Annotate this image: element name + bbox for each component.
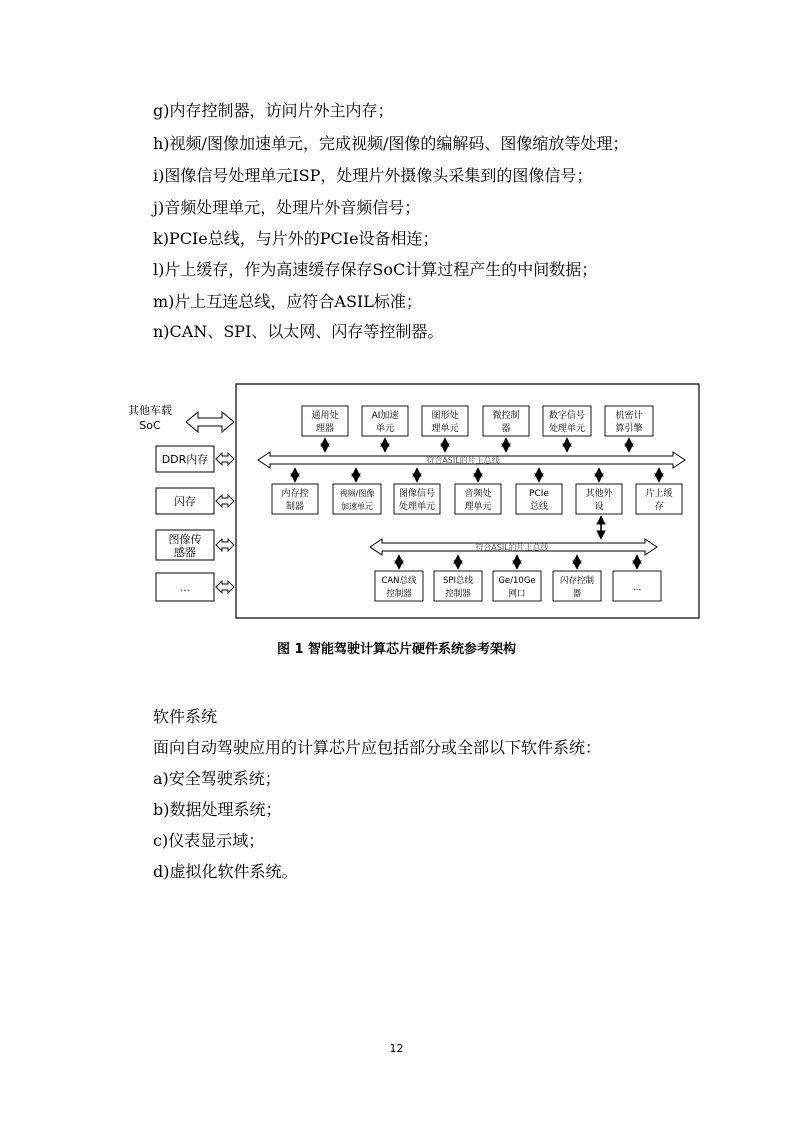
block-pcie xyxy=(516,484,562,514)
external-ddr-label: DDR内存 xyxy=(161,453,209,466)
external-ddr-arrow xyxy=(216,453,234,465)
block-spi-controller xyxy=(434,571,482,601)
svg-text:CAN总线: CAN总线 xyxy=(381,576,417,586)
list-item-l: l)片上缓存，作为高速缓存保存SoC计算过程产生的中间数据； xyxy=(153,260,598,279)
block-video-accelerator xyxy=(333,484,381,514)
svg-text:理单元: 理单元 xyxy=(464,502,492,512)
svg-text:理器: 理器 xyxy=(315,424,335,434)
svg-text:闪存控制: 闪存控制 xyxy=(559,576,595,586)
svg-text:图像信号: 图像信号 xyxy=(398,489,436,499)
block-dsp xyxy=(543,406,591,436)
external-sensor xyxy=(156,530,234,560)
svg-text:AI加速: AI加速 xyxy=(371,411,399,421)
svg-text:机密计: 机密计 xyxy=(615,411,643,421)
svg-text:处理单元: 处理单元 xyxy=(398,502,436,512)
block-isp xyxy=(394,484,440,514)
onchip-bus-2-label: 符合ASIL的片上总线 xyxy=(475,543,549,552)
block-can-controller xyxy=(375,571,423,601)
svg-text:音频处: 音频处 xyxy=(464,489,492,499)
block-ethernet-port xyxy=(493,571,541,601)
external-soc-arrow xyxy=(186,412,234,432)
block-audio xyxy=(455,484,501,514)
block-mcu xyxy=(483,406,529,436)
list-item-i: i)图像信号处理单元ISP，处理片外摄像头采集到的图像信号； xyxy=(153,166,593,185)
svg-text:控制器: 控制器 xyxy=(386,589,412,599)
svg-text:控制器: 控制器 xyxy=(445,589,471,599)
block-flash-controller xyxy=(553,571,601,601)
svg-text:PCIe: PCIe xyxy=(529,489,549,499)
bottom-row xyxy=(375,571,661,601)
svg-text:Ge/10Ge: Ge/10Ge xyxy=(498,576,536,586)
external-more xyxy=(156,573,234,601)
svg-text:器: 器 xyxy=(501,424,511,434)
svg-text:片上缓: 片上缓 xyxy=(645,489,673,499)
list-item-k: k)PCIe总线，与片外的PCIe设备相连； xyxy=(153,229,439,248)
list-item-a: a)安全驾驶系统； xyxy=(153,769,281,788)
block-confidential-compute xyxy=(605,406,653,436)
svg-text:设: 设 xyxy=(594,502,604,512)
list-item-j: j)音频处理单元，处理片外音频信号； xyxy=(153,198,421,217)
svg-text:处理单元: 处理单元 xyxy=(548,424,586,434)
svg-text:网口: 网口 xyxy=(508,589,526,599)
svg-text:微控制: 微控制 xyxy=(492,411,520,421)
external-ddr xyxy=(156,446,234,472)
page-number: 12 xyxy=(389,1042,404,1055)
block-onchip-cache xyxy=(636,484,682,514)
svg-text:加速单元: 加速单元 xyxy=(341,502,373,511)
svg-text:内存控: 内存控 xyxy=(281,489,309,499)
list-item-g: g)内存控制器，访问片外主内存； xyxy=(153,101,394,120)
block-other-peripherals xyxy=(576,484,622,514)
list-item-m: m)片上互连总线，应符合ASIL标准； xyxy=(153,292,422,311)
section-heading: 软件系统 xyxy=(153,707,218,726)
svg-text:器: 器 xyxy=(572,589,582,599)
svg-text:算引擎: 算引擎 xyxy=(615,424,643,434)
external-more-arrow xyxy=(216,581,234,593)
svg-text:单元: 单元 xyxy=(375,424,395,434)
block-memory-controller xyxy=(272,484,318,514)
svg-text:图形处: 图形处 xyxy=(431,411,459,421)
svg-text:SPI总线: SPI总线 xyxy=(442,576,474,586)
block-more xyxy=(613,571,661,601)
mid-row xyxy=(272,484,682,514)
svg-text:制器: 制器 xyxy=(285,502,305,512)
svg-text:...: ... xyxy=(632,583,642,593)
external-sensor-label-1: 图像传 xyxy=(168,533,202,546)
external-soc-label-1: 其他车载 xyxy=(128,404,172,417)
svg-text:总线: 总线 xyxy=(529,502,549,512)
external-sensor-arrow xyxy=(216,539,234,551)
list-item-b: b)数据处理系统； xyxy=(153,800,282,819)
external-flash xyxy=(156,488,234,514)
svg-text:通用处: 通用处 xyxy=(311,411,339,421)
svg-text:数字信号: 数字信号 xyxy=(548,411,586,421)
svg-text:存: 存 xyxy=(654,502,664,512)
svg-text:视频/图像: 视频/图像 xyxy=(339,489,375,498)
external-sensor-label-2: 感器 xyxy=(174,546,196,559)
external-flash-label: 闪存 xyxy=(174,495,196,508)
block-gpu xyxy=(422,406,468,436)
external-soc-label-2: SoC xyxy=(139,419,161,432)
list-item-n: n)CAN、SPI、以太网、闪存等控制器。 xyxy=(153,322,444,341)
external-more-label: ... xyxy=(179,581,191,594)
block-ai-accelerator xyxy=(362,406,408,436)
section-intro: 面向自动驾驶应用的计算芯片应包括部分或全部以下软件系统： xyxy=(153,738,602,757)
onchip-bus-1-label: 符合ASIL的片上总线 xyxy=(426,456,500,465)
block-cpu xyxy=(302,406,348,436)
figure-caption: 图 1 智能驾驶计算芯片硬件系统参考架构 xyxy=(276,642,517,657)
list-item-h: h)视频/图像加速单元，完成视频/图像的编解码、图像缩放等处理； xyxy=(153,134,629,153)
svg-text:理单元: 理单元 xyxy=(431,424,459,434)
list-item-d: d)虚拟化软件系统。 xyxy=(153,862,298,881)
external-flash-arrow xyxy=(216,495,234,507)
list-item-c: c)仪表显示域； xyxy=(153,831,265,850)
svg-text:其他外: 其他外 xyxy=(585,489,613,499)
